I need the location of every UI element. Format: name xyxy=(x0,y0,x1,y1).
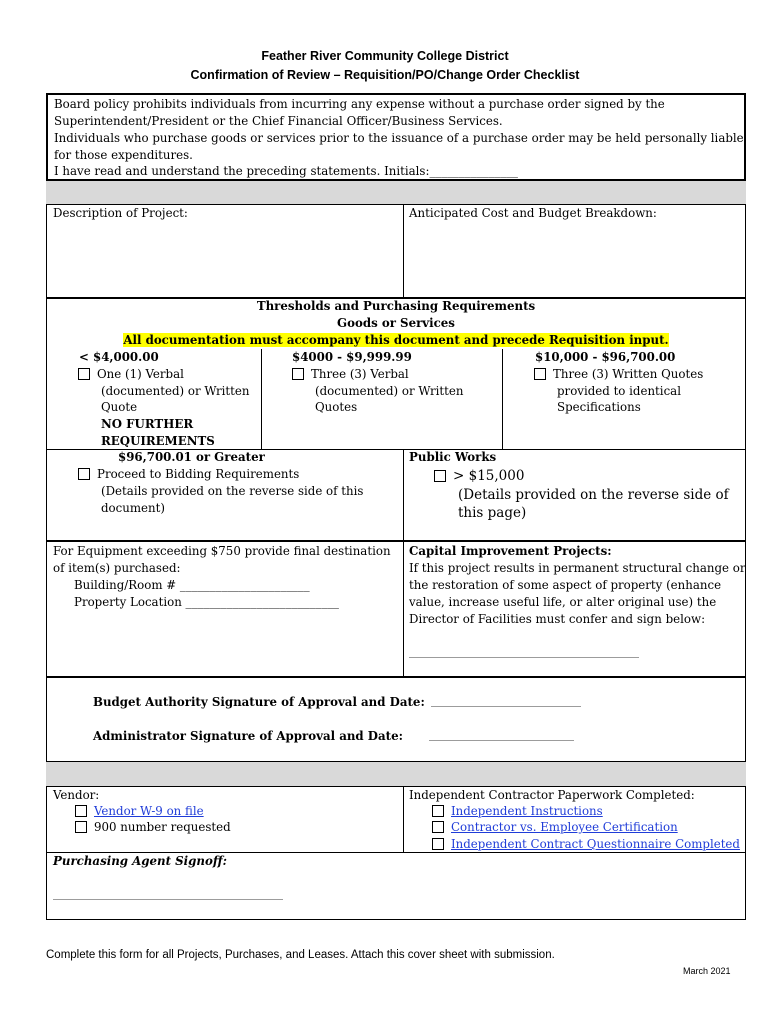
administrator-signature-line[interactable]: _____________________________ xyxy=(429,730,574,741)
threshold-line: (documented) or Written xyxy=(315,384,464,398)
public-works-heading: Public Works xyxy=(409,450,497,464)
purchasing-agent-signature-line[interactable]: ______________________________________________ xyxy=(53,889,283,900)
contractor-employee-checkbox[interactable] xyxy=(432,821,444,833)
policy-line: Board policy prohibits individuals from incurring any expense without a purchase order signed by the xyxy=(54,97,665,111)
threshold-line: REQUIREMENTS xyxy=(101,434,215,448)
purchasing-agent-label: Purchasing Agent Signoff: xyxy=(53,854,227,868)
facilities-signature-line[interactable]: ______________________________________________ xyxy=(409,647,639,658)
independent-instructions-checkbox[interactable] xyxy=(432,805,444,817)
contractor-paperwork-label: Independent Contractor Paperwork Completed: xyxy=(409,788,695,802)
vendor-label: Vendor: xyxy=(53,788,100,802)
one-verbal-quote-checkbox[interactable] xyxy=(78,368,90,380)
policy-line: Individuals who purchase goods or services prior to the issuance of a purchase order may be held personally liable xyxy=(54,131,744,145)
capital-line: the restoration of some aspect of property (enhance xyxy=(409,578,722,592)
900-number-checkbox[interactable] xyxy=(75,821,87,833)
contractor-employee-link[interactable]: Contractor vs. Employee Certification xyxy=(451,820,678,834)
budget-breakdown-field[interactable] xyxy=(408,223,742,293)
form-title: Confirmation of Review – Requisition/PO/Change Order Checklist xyxy=(190,68,580,82)
documentation-notice: All documentation must accompany this document and precede Requisition input. xyxy=(123,333,669,347)
threshold-line: Specifications xyxy=(557,400,641,414)
project-description-field[interactable] xyxy=(50,223,398,293)
public-works-checkbox[interactable] xyxy=(434,470,446,482)
public-works-line: (Details provided on the reverse side of xyxy=(458,487,729,503)
three-verbal-quotes-checkbox[interactable] xyxy=(292,368,304,380)
thresholds-subtitle: Goods or Services xyxy=(337,316,455,330)
budget-authority-label: Budget Authority Signature of Approval and Date: xyxy=(93,695,425,709)
threshold-line: Three (3) Written Quotes xyxy=(553,367,704,381)
threshold-line: (Details provided on the reverse side of this xyxy=(101,484,364,498)
threshold-96700-heading: $96,700.01 or Greater xyxy=(118,450,265,464)
threshold-10000-heading: $10,000 - $96,700.00 xyxy=(535,350,676,364)
threshold-line: NO FURTHER xyxy=(101,417,194,431)
footer-note: Complete this form for all Projects, Purchases, and Leases. Attach this cover sheet with submission. xyxy=(46,949,555,961)
vendor-w9-checkbox[interactable] xyxy=(75,805,87,817)
threshold-line: Proceed to Bidding Requirements xyxy=(97,467,300,481)
anticipated-cost-label: Anticipated Cost and Budget Breakdown: xyxy=(409,206,657,220)
threshold-line: provided to identical xyxy=(557,384,681,398)
building-room-field[interactable]: Building/Room # ______________________ xyxy=(74,578,310,592)
threshold-4000-heading: $4000 - $9,999.99 xyxy=(292,350,412,364)
capital-line: Director of Facilities must confer and sign below: xyxy=(409,612,706,626)
project-description-label: Description of Project: xyxy=(53,206,188,220)
threshold-line: (documented) or Written xyxy=(101,384,250,398)
capital-improvement-heading: Capital Improvement Projects: xyxy=(409,544,612,558)
equipment-line: For Equipment exceeding $750 provide final destination xyxy=(53,544,391,558)
policy-line: Superintendent/President or the Chief Financial Officer/Business Services. xyxy=(54,114,503,128)
approval-signatures-section xyxy=(46,677,746,762)
policy-line: for those expenditures. xyxy=(54,148,193,162)
policy-box xyxy=(46,93,746,181)
thresholds-title: Thresholds and Purchasing Requirements xyxy=(256,299,536,313)
capital-line: value, increase useful life, or alter original use) the xyxy=(409,595,717,609)
three-written-quotes-checkbox[interactable] xyxy=(534,368,546,380)
threshold-line: One (1) Verbal xyxy=(97,367,184,381)
bidding-requirements-checkbox[interactable] xyxy=(78,468,90,480)
threshold-line: Three (3) Verbal xyxy=(311,367,409,381)
public-works-line: > $15,000 xyxy=(453,468,525,484)
capital-line: If this project results in permanent structural change or xyxy=(409,561,746,575)
property-location-field[interactable]: Property Location __________________________ xyxy=(74,595,339,609)
equipment-line: of item(s) purchased: xyxy=(53,561,181,575)
revision-date: March 2021 xyxy=(683,966,731,976)
form-organization-title: Feather River Community College District xyxy=(261,49,509,63)
budget-authority-signature-line[interactable]: ______________________________ xyxy=(431,696,581,707)
independent-instructions-link[interactable]: Independent Instructions xyxy=(451,804,603,818)
questionnaire-link[interactable]: Independent Contract Questionnaire Completed xyxy=(451,837,740,851)
threshold-line: Quote xyxy=(101,400,138,414)
900-number-label: 900 number requested xyxy=(94,820,231,834)
threshold-line: Quotes xyxy=(315,400,358,414)
threshold-line: document) xyxy=(101,501,165,515)
questionnaire-checkbox[interactable] xyxy=(432,838,444,850)
vendor-w9-link[interactable]: Vendor W-9 on file xyxy=(94,804,204,818)
initials-statement[interactable]: I have read and understand the preceding statements. Initials:_______________ xyxy=(54,164,518,178)
public-works-line: this page) xyxy=(458,505,527,521)
section-divider xyxy=(46,181,746,204)
threshold-under-4000-heading: < $4,000.00 xyxy=(79,350,159,364)
section-divider xyxy=(46,762,746,786)
administrator-label: Administrator Signature of Approval and Date: xyxy=(93,729,403,743)
